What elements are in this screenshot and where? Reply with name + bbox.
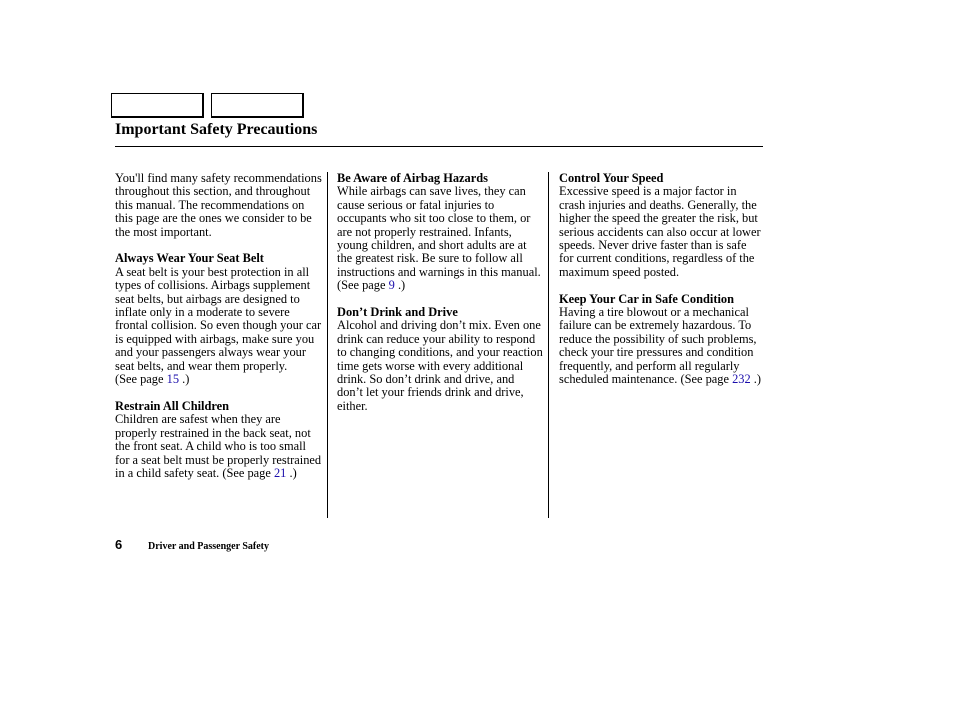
drink-body: Alcohol and driving don’t mix. Even one drink can reduce your ability to respond to changing conditions, and your reaction time gets worse with every additional drink. So don’t drink and drive, and don’t let your friends drink and drive, either.: [337, 318, 543, 413]
drink-section: [337, 306, 543, 413]
previous-page-button[interactable]: [111, 93, 204, 118]
page-21-link[interactable]: 21: [273, 465, 287, 480]
column-left: [115, 172, 323, 494]
column-divider: [548, 172, 549, 518]
airbag-heading: Be Aware of Airbag Hazards: [337, 171, 488, 185]
page-title: Important Safety Precautions: [115, 121, 318, 138]
ref-prefix: (See page: [680, 372, 729, 387]
seat-belt-page-ref: [115, 372, 189, 386]
speed-heading: Control Your Speed: [559, 171, 664, 185]
title-divider: [115, 146, 763, 147]
ref-suffix: .): [753, 372, 762, 387]
children-heading: Restrain All Children: [115, 398, 230, 413]
page-9-link[interactable]: 9: [388, 278, 395, 293]
speed-body: Excessive speed is a major factor in crash injuries and deaths. Generally, the higher the speed the greater the risk, but serious accidents can also occur at lower speeds. Never drive faster than is safe for current conditions, regardless of the maximum speed posted.: [559, 184, 761, 279]
condition-section: [559, 293, 763, 387]
section-label: Driver and Passenger Safety: [148, 541, 270, 552]
intro-text: You'll find many safety recommendations throughout this section, and throughout this manual. The recommendations on this page are the ones we consider to be the most important.: [115, 171, 322, 239]
intro-paragraph: [115, 172, 323, 239]
seat-belt-heading: Always Wear Your Seat Belt: [115, 251, 264, 266]
next-page-button[interactable]: [211, 93, 304, 118]
children-section: [115, 400, 323, 480]
ref-suffix: .): [182, 372, 190, 387]
condition-page-ref: [680, 372, 761, 386]
column-divider: [327, 172, 328, 518]
ref-prefix: (See page: [115, 372, 164, 387]
drink-heading: Don’t Drink and Drive: [337, 305, 458, 320]
condition-heading: Keep Your Car in Safe Condition: [559, 291, 734, 306]
condition-body: Having a tire blowout or a mechanical failure can be extremely hazardous. To reduce the possibility of such problems, check your tire pressures and condition frequently, and perform all regularly scheduled maintenance.: [559, 305, 757, 387]
airbag-ref-prefix: (See page: [337, 278, 386, 293]
page-232-link[interactable]: 232: [732, 372, 751, 387]
seat-belt-section: [115, 252, 323, 386]
airbag-section: [337, 172, 543, 293]
column-middle: [337, 172, 543, 427]
children-ref-prefix: (See page: [222, 465, 271, 480]
page-number: 6: [115, 537, 123, 552]
children-body: Children are safest when they are properly restrained in the back seat, not the front seat. A child who is too small for a seat belt must be properly restrained in a child safety seat.: [115, 412, 322, 480]
airbag-ref-suffix: .): [397, 278, 406, 293]
airbag-body: While airbags can save lives, they can cause serious or fatal injuries to occupants who sit too close to them, or are not properly restrained. Infants, young children, and short adults are at the greatest risk. Be sure to follow all instructions and warnings in this manual.: [337, 184, 541, 279]
column-right: [559, 172, 763, 400]
page-15-link[interactable]: 15: [166, 372, 180, 387]
speed-section: [559, 172, 763, 279]
children-ref-suffix: .): [289, 465, 297, 480]
seat-belt-body: A seat belt is your best protection in all types of collisions. Airbags supplement seat belts, but airbags are designed to inflate only in a moderate to severe frontal collision. So even though your car is equipped with airbags, make sure you and your passengers always wear your seat belts, and wear them properly.: [115, 264, 322, 373]
